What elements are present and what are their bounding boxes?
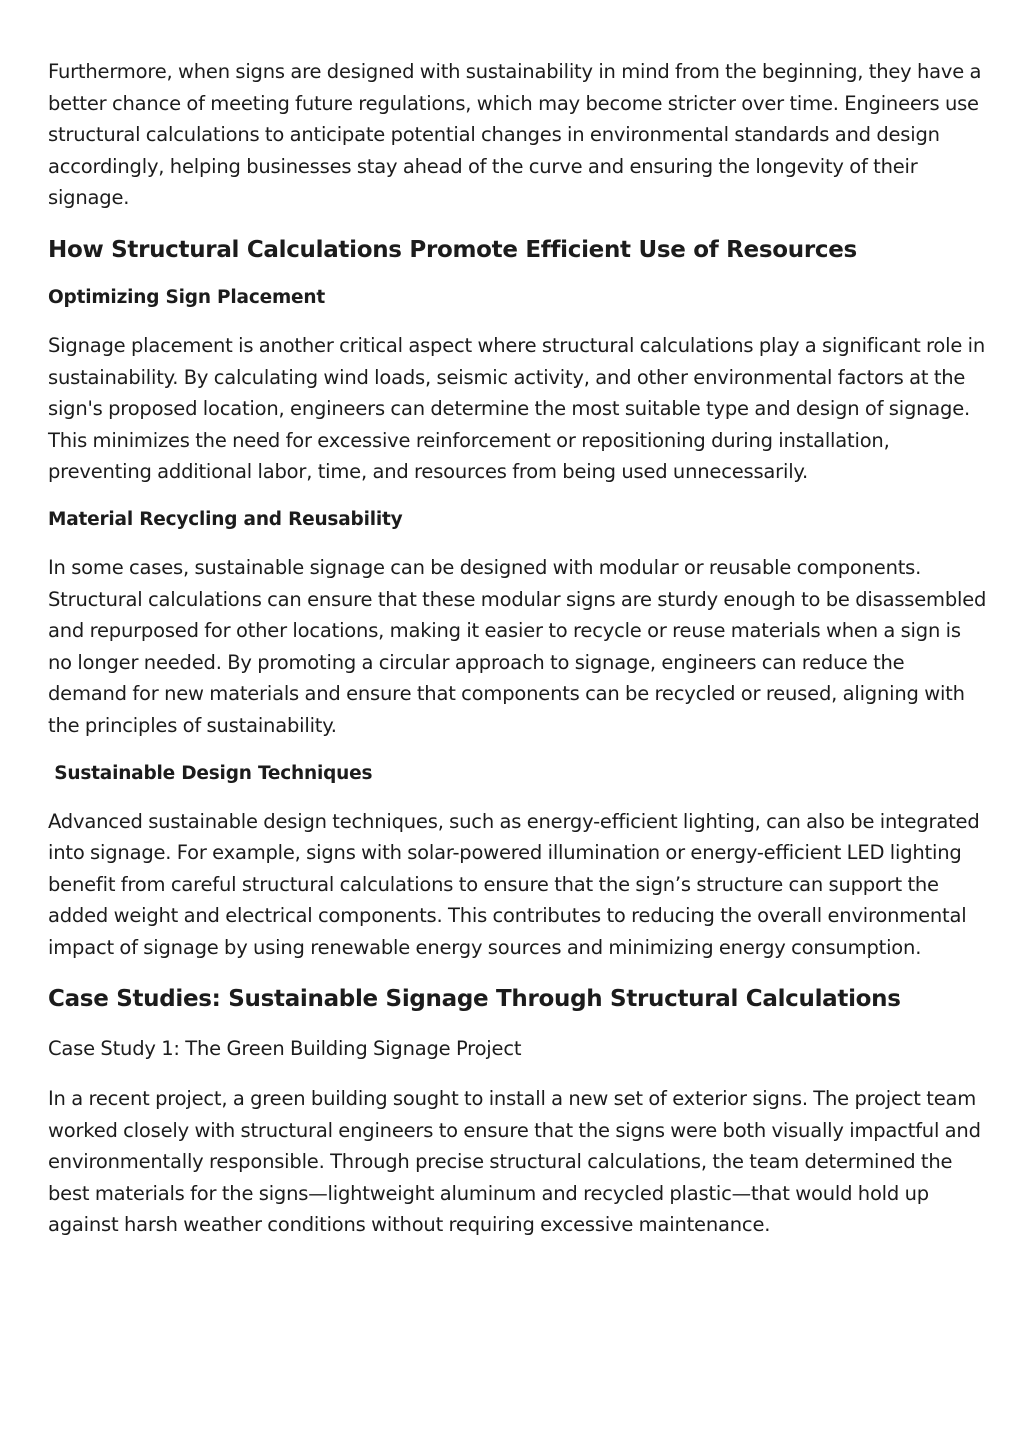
subheading-sign-placement: Optimizing Sign Placement <box>48 286 325 308</box>
case-study-title: Case Study 1: The Green Building Signage Project <box>48 1037 522 1061</box>
paragraph-material-recycling: In some cases, sustainable signage can be designed with modular or reusable components. Structural calculations can ensure that these modular signs are sturdy enough to be disassembled and repurposed for other locations, making it easier to recycle or reuse materials when a sign is no longer needed. By promoting a circular approach to signage, engineers can reduce the demand for new materials and ensure that components can be recycled or reused, aligning with the principles of sustainability. <box>48 555 987 737</box>
paragraph-case-study-1: In a recent project, a green building sought to install a new set of exterior signs. The project team worked closely with structural engineers to ensure that the signs were both visually impactful and environmentally responsible. Through precise structural calculations, the team determined the best materials for the signs—lightweight aluminum and recycled plastic—that would hold up against harsh weather conditions without requiring excessive maintenance. <box>48 1087 981 1237</box>
paragraph-sustainable-design: Advanced sustainable design techniques, such as energy-efficient lighting, can also be integrated into signage. For example, signs with solar-powered illumination or energy-efficient LED lighting benefit from careful structural calculations to ensure that the sign’s structure can support the added weight and electrical components. This contributes to reducing the overall environmental impact of signage by using renewable energy sources and minimizing energy consumption. <box>48 809 980 959</box>
section-heading-case-studies: Case Studies: Sustainable Signage Through Structural Calculations <box>48 986 901 1013</box>
intro-paragraph: Furthermore, when signs are designed with sustainability in mind from the beginning, they have a better chance of meeting future regulations, which may become stricter over time. Engineers use structural calculations to anticipate potential changes in environmental standards and design accordingly, helping businesses stay ahead of the curve and ensuring the longevity of their signage. <box>48 60 982 210</box>
subheading-sustainable-design: Sustainable Design Techniques <box>48 762 373 784</box>
section-heading-efficient-resources: How Structural Calculations Promote Efficient Use of Resources <box>48 236 857 263</box>
subheading-material-recycling: Material Recycling and Reusability <box>48 508 403 530</box>
document-page <box>48 56 988 1241</box>
paragraph-sign-placement: Signage placement is another critical aspect where structural calculations play a significant role in sustainability. By calculating wind loads, seismic activity, and other environmental factors at the sign's proposed location, engineers can determine the most suitable type and design of signage. This minimizes the need for excessive reinforcement or repositioning during installation, preventing additional labor, time, and resources from being used unnecessarily. <box>48 333 986 484</box>
